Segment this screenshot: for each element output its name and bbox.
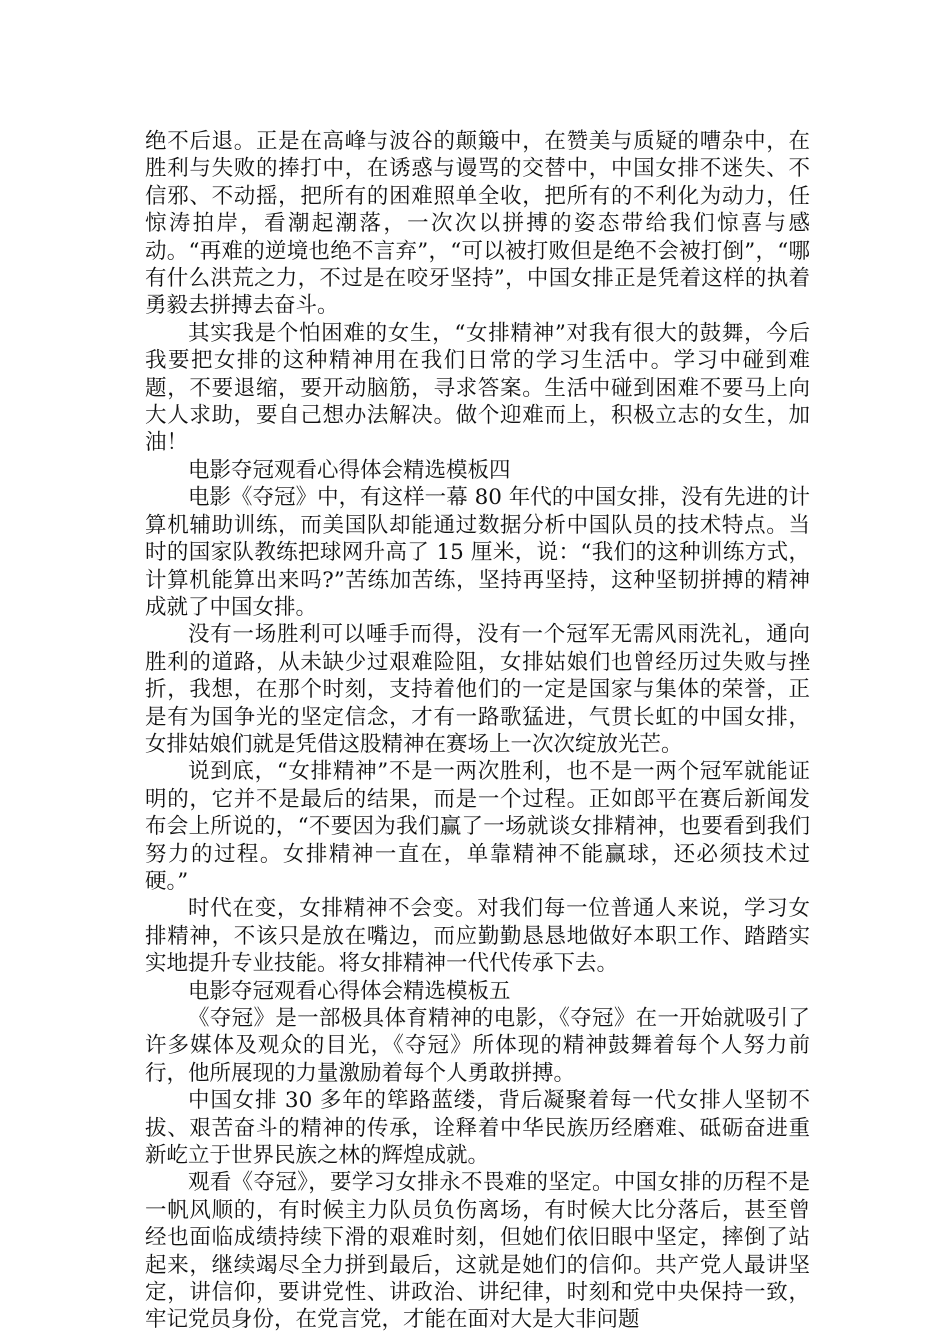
paragraph: 电影《夺冠》中，有这样一幕 80 年代的中国女排，没有先进的计算机辅助训练，而美国队却能通过数据分析中国队员的技术特点。当时的国家队教练把球网升高了 15 厘米，说：“我们的这种训练方式，计算机能算出来吗?”苦练加苦练，坚持再坚持，这种坚韧拼搏的精神成就了中国女排。: [145, 485, 810, 620]
document-body: [145, 128, 810, 1334]
paragraph: 绝不后退。正是在高峰与波谷的颠簸中，在赞美与质疑的嘈杂中，在胜利与失败的捧打中，在诱惑与谩骂的交替中，中国女排不迷失、不信邪、不动摇，把所有的困难照单全收，把所有的不利化为动力，任惊涛拍岸，看潮起潮落，一次次以拼搏的姿态带给我们惊喜与感动。“再难的逆境也绝不言弃”，“可以被打败但是绝不会被打倒”，“哪有什么洪荒之力，不过是在咬牙坚持”，中国女排正是凭着这样的执着勇毅去拼搏去奋斗。: [145, 129, 810, 319]
section-heading: 电影夺冠观看心得体会精选模板五: [188, 978, 511, 1004]
paragraph: 《夺冠》是一部极具体育精神的电影，《夺冠》在一开始就吸引了许多媒体及观众的目光，《夺冠》所体现的精神鼓舞着每个人努力前行，他所展现的力量激励着每个人勇敢拼搏。: [145, 1006, 810, 1086]
paragraph: 观看《夺冠》，要学习女排永不畏难的坚定。中国女排的历程不是一帆风顺的，有时候主力队员负伤离场，有时候大比分落后，甚至曾经也面临成绩持续下滑的艰难时刻，但她们依旧眼中坚定，摔倒了站起来，继续竭尽全力拼到最后，这就是她们的信仰。共产党人最讲坚定，讲信仰，要讲党性、讲政治、讲纪律，时刻和党中央保持一致，牢记党员身份，在党言党，才能在面对大是大非问题: [145, 1170, 810, 1333]
paragraph: 其实我是个怕困难的女生，“女排精神”对我有很大的鼓舞，今后我要把女排的这种精神用在我们日常的学习生活中。学习中碰到难题，不要退缩，要开动脑筋，寻求答案。生活中碰到困难不要马上向大人求助，要自己想办法解决。做个迎难而上，积极立志的女生，加油！: [145, 320, 810, 456]
section-heading: 电影夺冠观看心得体会精选模板四: [188, 457, 511, 483]
paragraph: 说到底，“女排精神”不是一两次胜利，也不是一两个冠军就能证明的，它并不是最后的结果，而是一个过程。正如郎平在赛后新闻发布会上所说的，“不要因为我们赢了一场就谈女排精神，也要看到我们努力的过程。女排精神一直在，单靠精神不能赢球，还必须技术过硬。”: [145, 759, 810, 894]
paragraph: 中国女排 30 多年的筚路蓝缕，背后凝聚着每一代女排人坚韧不拔、艰苦奋斗的精神的传承，诠释着中华民族历经磨难、砥砺奋进重新屹立于世界民族之林的辉煌成就。: [145, 1088, 810, 1169]
paragraph: 没有一场胜利可以唾手而得，没有一个冠军无需风雨洗礼，通向胜利的道路，从未缺少过艰难险阻，女排姑娘们也曾经历过失败与挫折，我想，在那个时刻，支持着他们的一定是国家与集体的荣誉，正是有为国争光的坚定信念，才有一路歌猛进，气贯长虹的中国女排，女排姑娘们就是凭借这股精神在赛场上一次次绽放光芒。: [145, 622, 810, 757]
paragraph: 时代在变，女排精神不会变。对我们每一位普通人来说，学习女排精神，不该只是放在嘴边，而应勤勤恳恳地做好本职工作、踏踏实实地提升专业技能。将女排精神一代代传承下去。: [145, 896, 810, 977]
